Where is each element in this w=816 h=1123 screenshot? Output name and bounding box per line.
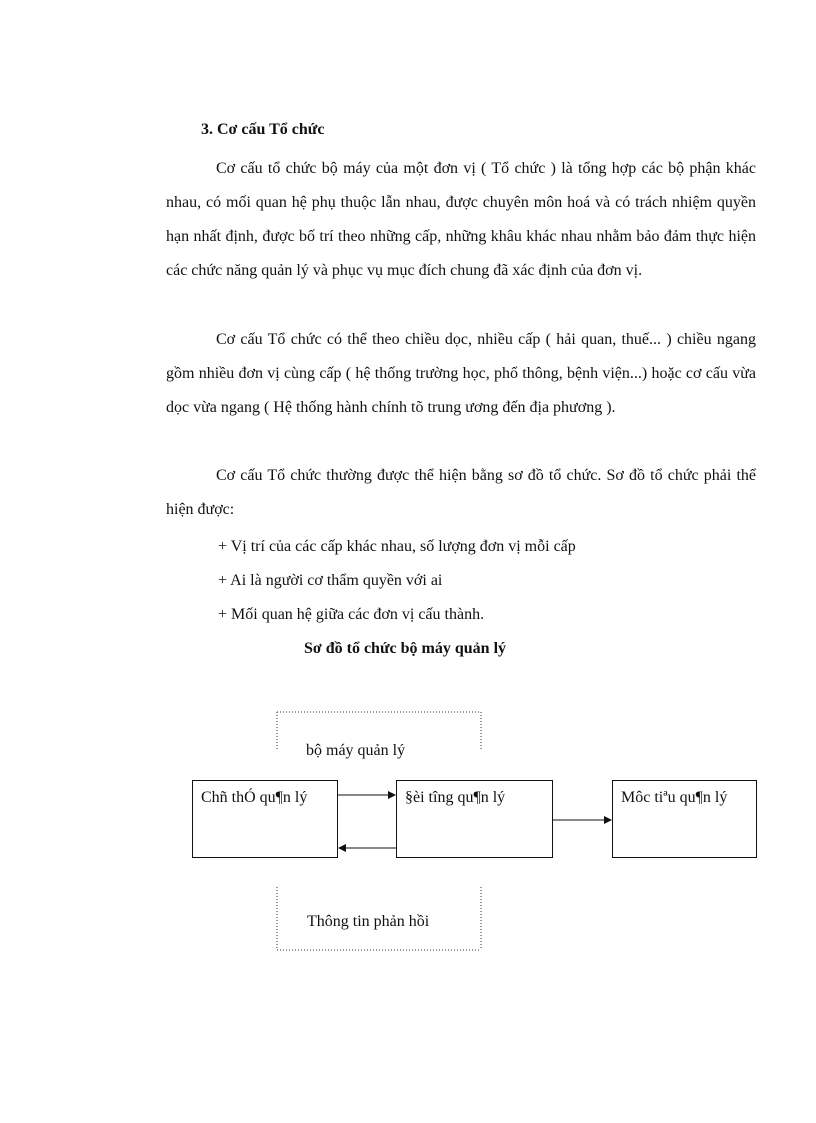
bullet-item: + Mối quan hệ giữa các đơn vị cấu thành.	[218, 606, 485, 623]
section-heading: 3. Cơ cấu Tổ chức	[201, 121, 325, 138]
paragraph-org-chart: Cơ cấu Tổ chức thường được thể hiện bằng sơ đồ tổ chức. Sơ đồ tổ chức phải thể hiện được:	[166, 467, 756, 518]
management-object-box: §èi tîng qu¶n lý	[396, 780, 553, 858]
management-subject-box: Chñ thÓ qu¶n lý	[192, 780, 338, 858]
paragraph-structure-types: Cơ cấu Tổ chức có thể theo chiều dọc, nhiều cấp ( hải quan, thuế... ) chiều ngang gồm nhiều đơn vị cùng cấp ( hệ thống trường học, phổ thông, bệnh viện...) hoặc cơ cấu vừa dọc vừa ngang ( Hệ thống hành chính tõ trung ương đến địa phương ).	[166, 331, 756, 416]
feedback-label: Thông tin phản hồi	[307, 913, 430, 930]
bullet-item: + Vị trí của các cấp khác nhau, số lượng đơn vị mỗi cấp	[218, 538, 576, 555]
paragraph-definition: Cơ cấu tổ chức bộ máy của một đơn vị ( Tổ chức ) là tổng hợp các bộ phận khác nhau, có mối quan hệ phụ thuộc lẫn nhau, được chuyên môn hoá và có trách nhiệm quyền hạn nhất định, được bố trí theo những cấp, những khâu khác nhau nhằm bảo đảm thực hiện các chức năng quản lý và phục vụ mục đích chung đã xác định của đơn vị.	[166, 160, 756, 279]
management-goal-box: Môc tiªu qu¶n lý	[612, 780, 757, 858]
management-apparatus-label: bộ máy quản lý	[306, 742, 406, 759]
bullet-item: + Ai là người cơ thẩm quyền với ai	[218, 572, 443, 589]
diagram-title: Sơ đồ tổ chức bộ máy quản lý	[303, 640, 507, 657]
